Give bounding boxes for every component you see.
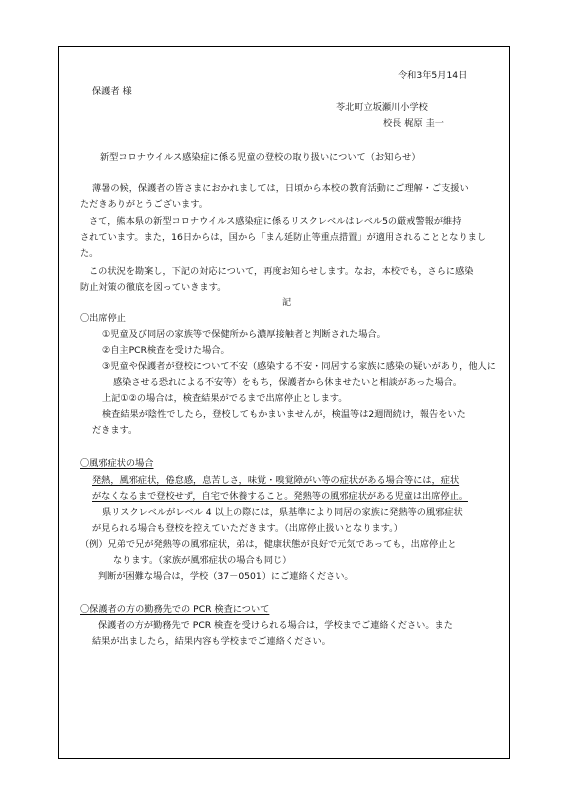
cold-symptom-line: （例）兄弟で兄が発熱等の風邪症状，弟は，健康状態が良好で元気であっても，出席停止と — [80, 539, 457, 550]
workplace-pcr-line: 結果が出ましたら，結果内容も学校までご連絡ください。 — [92, 636, 331, 647]
intro-line: さて，熊本県の新型コロナウイルス感染症に係るリスクレベルはレベル5の厳戒警報が維持 — [89, 216, 462, 227]
principal-name: 校長 梶原 圭一 — [383, 118, 444, 129]
suspension-item: ①児童及び同居の家族等で保健所から濃厚接触者と判断された場合。 — [102, 329, 386, 340]
intro-line: 防止対策の徹底を図っていきます。 — [80, 282, 227, 293]
suspension-note: 上記①②の場合は，検査結果がでるまで出席停止とします。 — [102, 393, 348, 404]
intro-line: た。 — [80, 248, 99, 259]
ki-marker: 記 — [282, 297, 292, 308]
suspension-note: 検査結果が陰性でしたら，登校してもかまいませんが，検温等は2週間続け，報告をいた — [102, 409, 466, 420]
school-name: 苓北町立坂瀬川小学校 — [336, 102, 428, 113]
section-heading-workplace-pcr: 〇保護者の方の勤務先での PCR 検査について — [80, 604, 270, 615]
recipient: 保護者 様 — [92, 86, 132, 97]
section-heading-cold-symptoms: 〇風邪症状の場合 — [80, 458, 154, 469]
document-date: 令和3年5月14日 — [398, 70, 468, 81]
cold-symptom-line: 発熱，風邪症状，倦怠感，息苦しさ，味覚・嗅覚障がい等の症状がある場合等には，症状 — [92, 475, 460, 486]
cold-symptom-line: 県リスクレベルがレベル 4 以上の際には，県基準により同居の家族に発熱等の風邪症状 — [102, 507, 463, 518]
cold-symptom-line: が見られる場合も登校を控えていただきます。（出席停止扱いとなります。） — [92, 523, 403, 534]
suspension-note: だきます。 — [92, 425, 138, 436]
intro-line: ただきありがとうございます。 — [80, 199, 208, 210]
cold-symptom-line: なります。（家族が風邪症状の場合も同じ） — [113, 555, 292, 566]
intro-line: 薄暑の候，保護者の皆さまにおかれましては，日頃から本校の教育活動にご理解・ご支援い — [92, 183, 469, 194]
suspension-item: ③児童や保護者が登校について不安（感染する不安・同居する家族に感染の疑いがあり，他人に — [102, 361, 496, 372]
intro-line: されています。また，16日からは，国から「まん延防止等重点措置」が適用されることとなりまし — [80, 232, 487, 243]
cold-symptom-line: がなくなるまで登校せず，自宅で休養すること。発熱等の風邪症状がある児童は出席停止。 — [92, 491, 468, 502]
intro-line: この状況を勘案し，下記の対応について，再度お知らせします。なお，本校でも，さらに感染 — [89, 266, 474, 277]
suspension-item: ②自主PCR検査を受けた場合。 — [102, 345, 230, 356]
workplace-pcr-line: 保護者の方が勤務先で PCR 検査を受けられる場合は，学校までご連絡ください。また — [98, 620, 453, 631]
suspension-item: 感染させる恐れによる不安等）をもち，保護者から休ませたいと相談があった場合。 — [113, 377, 463, 388]
cold-symptom-line: 判断が困難な場合は，学校（37－0501）にご連絡ください。 — [98, 571, 354, 582]
notice-title: 新型コロナウイルス感染症に係る児童の登校の取り扱いについて（お知らせ） — [100, 152, 421, 163]
section-heading-attendance-suspension: 〇出席停止 — [80, 313, 126, 324]
